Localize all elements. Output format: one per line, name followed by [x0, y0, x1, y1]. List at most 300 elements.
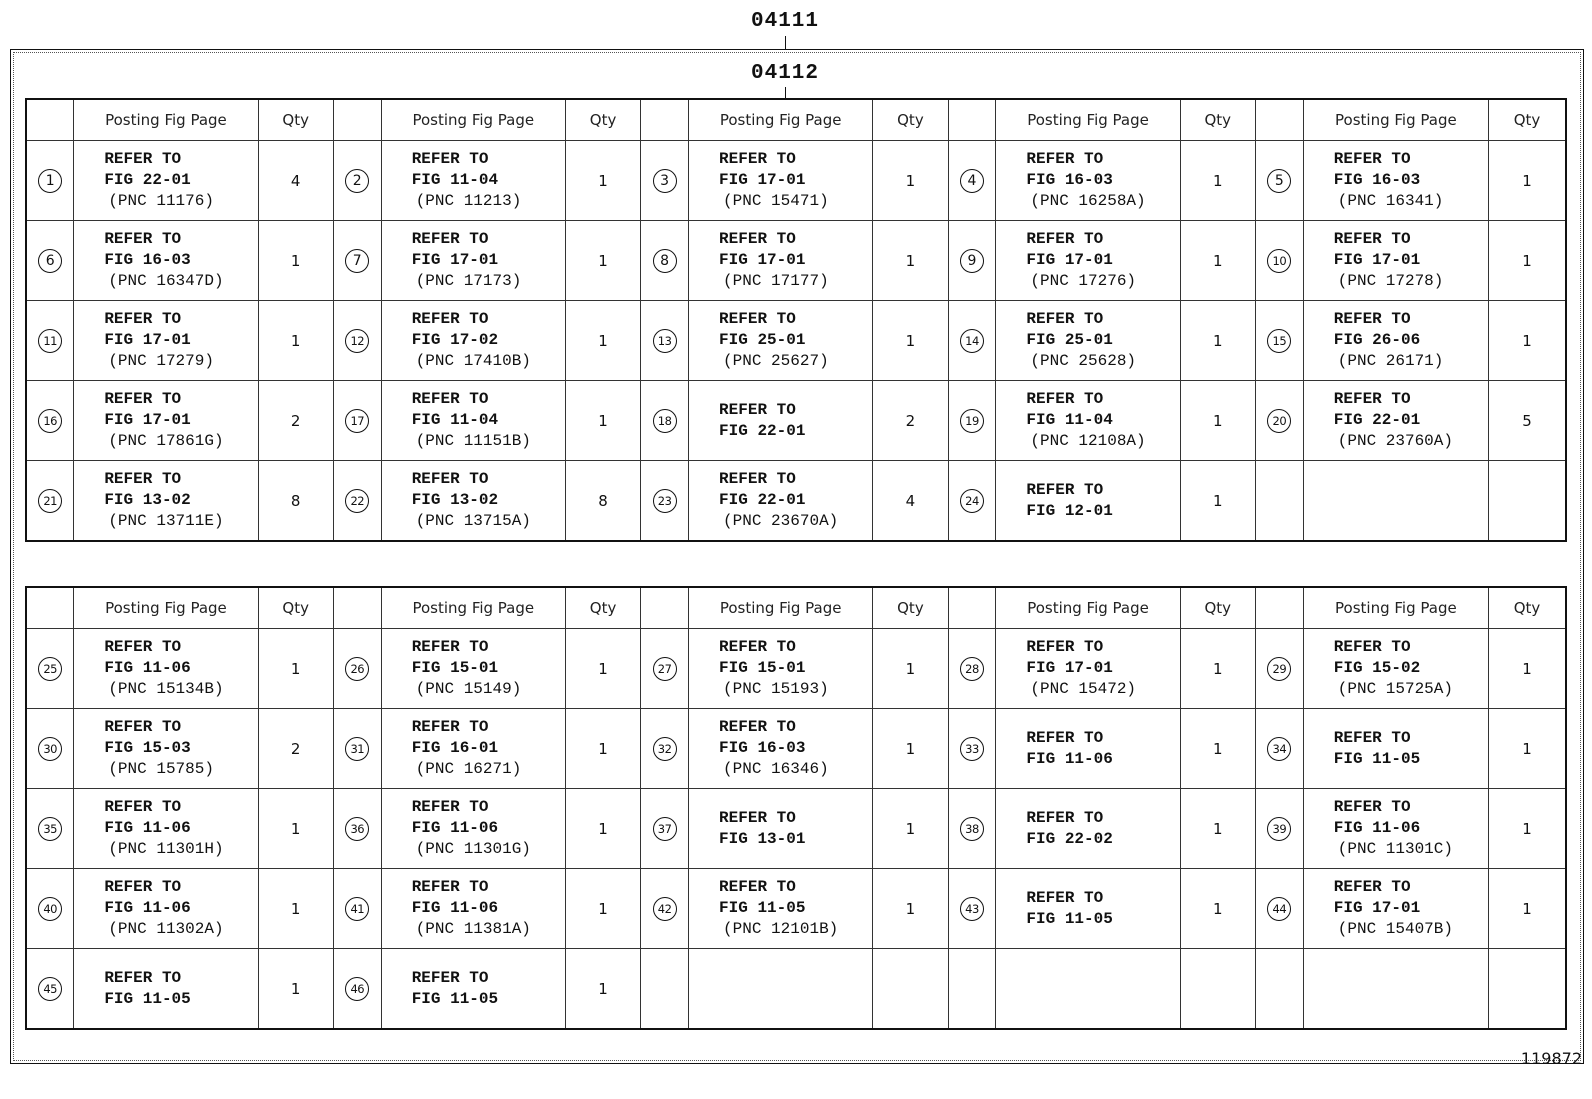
- item-number-circle: 34: [1267, 737, 1291, 761]
- posting-reference-cell: [74, 789, 258, 869]
- header-blank: [1255, 99, 1303, 141]
- fig-reference: FIG 15-01: [719, 659, 806, 677]
- item-number-circle: 27: [653, 657, 677, 681]
- item-number-cell: [948, 949, 996, 1030]
- item-number-circle: 32: [653, 737, 677, 761]
- posting-reference-cell: [1303, 381, 1488, 461]
- item-number-cell: [641, 709, 689, 789]
- fig-reference: FIG 17-01: [104, 411, 191, 429]
- item-number-cell: [26, 461, 74, 542]
- pnc-code: (PNC 16271): [415, 760, 522, 778]
- item-number-cell: [948, 629, 996, 709]
- item-number-cell: [333, 221, 381, 301]
- quantity-cell: 1: [873, 869, 948, 949]
- posting-reference-cell: [74, 221, 258, 301]
- item-number-circle: 9: [960, 249, 984, 273]
- item-number-circle: 43: [960, 897, 984, 921]
- item-number-circle: 42: [653, 897, 677, 921]
- header-posting-fig-page: Posting Fig Page: [689, 99, 873, 141]
- fig-reference: FIG 11-04: [411, 171, 499, 189]
- fig-reference: FIG 17-01: [104, 331, 191, 349]
- item-number-cell: [948, 709, 996, 789]
- item-number-circle: 45: [38, 977, 62, 1001]
- pnc-code: (PNC 11381A): [415, 920, 531, 938]
- posting-reference-cell: [996, 301, 1180, 381]
- table-header-row: [26, 587, 1566, 629]
- pnc-code: (PNC 17410B): [415, 352, 531, 370]
- quantity-cell: 1: [565, 869, 640, 949]
- pnc-code: (PNC 11301G): [415, 840, 531, 858]
- header-blank: [333, 99, 381, 141]
- fig-reference: FIG 22-01: [719, 491, 806, 509]
- item-number-cell: [1255, 709, 1303, 789]
- item-number-cell: [1255, 301, 1303, 381]
- posting-reference-cell: [1303, 869, 1488, 949]
- item-number-circle: 33: [960, 737, 984, 761]
- posting-reference-cell: [689, 141, 873, 221]
- quantity-cell: 1: [258, 949, 333, 1030]
- quantity-cell: 1: [258, 301, 333, 381]
- item-number-cell: [1255, 141, 1303, 221]
- quantity-cell: 1: [1180, 141, 1255, 221]
- posting-reference-cell: [1303, 301, 1488, 381]
- refer-label: REFER TO: [719, 808, 796, 827]
- header-posting-fig-page: Posting Fig Page: [74, 587, 258, 629]
- posting-reference-cell: [74, 709, 258, 789]
- quantity-cell: 1: [1489, 301, 1567, 381]
- posting-reference-cell: [689, 221, 873, 301]
- pnc-code: (PNC 11302A): [108, 920, 224, 938]
- fig-reference: FIG 13-02: [411, 491, 499, 509]
- item-number-cell: [641, 221, 689, 301]
- item-number-cell: [333, 869, 381, 949]
- item-number-cell: [333, 301, 381, 381]
- pnc-code: (PNC 17861G): [108, 432, 224, 450]
- item-number-cell: [333, 381, 381, 461]
- item-number-circle: 22: [345, 489, 369, 513]
- quantity-cell: 1: [1180, 629, 1255, 709]
- fig-reference: FIG 11-06: [1333, 819, 1421, 837]
- posting-reference-cell: [689, 949, 873, 1030]
- fig-reference: FIG 26-06: [1333, 331, 1421, 349]
- header-blank: [641, 99, 689, 141]
- refer-label: REFER TO: [719, 878, 796, 896]
- item-number-circle: 41: [345, 897, 369, 921]
- item-number-circle: 30: [38, 737, 62, 761]
- header-blank: [26, 99, 74, 141]
- refer-label: REFER TO: [719, 310, 796, 328]
- table-row: [26, 869, 1566, 949]
- fig-reference: FIG 17-01: [719, 171, 806, 189]
- refer-label: REFER TO: [411, 470, 489, 488]
- item-number-cell: [948, 789, 996, 869]
- refer-label: REFER TO: [104, 798, 182, 816]
- item-number-cell: [26, 789, 74, 869]
- refer-label: REFER TO: [1333, 638, 1411, 656]
- item-number-circle: 21: [38, 489, 62, 513]
- item-number-circle: 31: [345, 737, 369, 761]
- parts-table-1: [25, 98, 1567, 542]
- fig-reference: FIG 13-02: [104, 491, 191, 509]
- item-number-cell: [641, 789, 689, 869]
- pnc-code: (PNC 13715A): [415, 512, 531, 530]
- item-number-circle: 23: [653, 489, 677, 513]
- refer-label: REFER TO: [719, 638, 796, 656]
- posting-reference-cell: [381, 381, 565, 461]
- item-number-circle: 6: [38, 249, 62, 273]
- fig-reference: FIG 15-02: [1333, 659, 1421, 677]
- refer-label: REFER TO: [104, 390, 182, 408]
- item-number-circle: 46: [345, 977, 369, 1001]
- fig-reference: FIG 11-05: [1333, 749, 1421, 768]
- refer-label: REFER TO: [411, 718, 489, 736]
- refer-label: REFER TO: [104, 878, 182, 896]
- item-number-circle: 3: [653, 169, 677, 193]
- refer-label: REFER TO: [1333, 878, 1411, 896]
- quantity-cell: 1: [565, 709, 640, 789]
- fig-reference: FIG 25-01: [1026, 331, 1113, 349]
- pnc-code: (PNC 16258A): [1030, 192, 1146, 210]
- item-number-cell: [641, 301, 689, 381]
- fig-reference: FIG 22-01: [719, 421, 806, 440]
- item-number-circle: 15: [1267, 329, 1291, 353]
- pnc-code: (PNC 17279): [108, 352, 214, 370]
- item-number-circle: 4: [960, 169, 984, 193]
- item-number-circle: 8: [653, 249, 677, 273]
- fig-reference: FIG 11-06: [1026, 749, 1113, 768]
- quantity-cell: 5: [1489, 381, 1567, 461]
- item-number-circle: 25: [38, 657, 62, 681]
- item-number-circle: 7: [345, 249, 369, 273]
- quantity-cell: 1: [1489, 709, 1567, 789]
- quantity-cell: 1: [1180, 381, 1255, 461]
- item-number-circle: 17: [345, 409, 369, 433]
- quantity-cell: 2: [258, 381, 333, 461]
- header-posting-fig-page: Posting Fig Page: [381, 99, 565, 141]
- fig-reference: FIG 22-01: [104, 171, 191, 189]
- pnc-code: (PNC 26171): [1337, 352, 1444, 370]
- table-header-row: [26, 99, 1566, 141]
- item-number-cell: [26, 629, 74, 709]
- header-posting-fig-page: Posting Fig Page: [381, 587, 565, 629]
- item-number-cell: [948, 221, 996, 301]
- posting-reference-cell: [74, 461, 258, 542]
- posting-reference-cell: [381, 141, 565, 221]
- posting-reference-cell: [74, 869, 258, 949]
- fig-reference: FIG 11-06: [104, 899, 191, 917]
- refer-label: REFER TO: [1333, 728, 1411, 747]
- header-blank: [641, 587, 689, 629]
- quantity-cell: 1: [565, 629, 640, 709]
- fig-reference: FIG 11-06: [104, 819, 191, 837]
- table-row: [26, 381, 1566, 461]
- fig-reference: FIG 15-01: [411, 659, 499, 677]
- posting-reference-cell: [381, 869, 565, 949]
- refer-label: REFER TO: [104, 718, 182, 736]
- item-number-circle: 16: [38, 409, 62, 433]
- item-number-cell: [641, 461, 689, 542]
- quantity-cell: 1: [565, 789, 640, 869]
- quantity-cell: 1: [1489, 629, 1567, 709]
- item-number-cell: [948, 381, 996, 461]
- quantity-cell: 1: [565, 381, 640, 461]
- posting-reference-cell: [1303, 789, 1488, 869]
- refer-label: REFER TO: [104, 150, 182, 168]
- item-number-cell: [333, 629, 381, 709]
- item-number-cell: [1255, 629, 1303, 709]
- pnc-code: (PNC 12108A): [1030, 432, 1146, 450]
- item-number-circle: 1: [38, 169, 62, 193]
- posting-reference-cell: [74, 301, 258, 381]
- item-number-circle: 5: [1267, 169, 1291, 193]
- posting-reference-cell: [74, 949, 258, 1030]
- pnc-code: (PNC 13711E): [108, 512, 224, 530]
- refer-label: REFER TO: [104, 310, 182, 328]
- posting-reference-cell: [689, 301, 873, 381]
- quantity-cell: [873, 949, 948, 1030]
- header-qty: Qty: [258, 99, 333, 141]
- refer-label: REFER TO: [1026, 728, 1104, 747]
- quantity-cell: 1: [1489, 869, 1567, 949]
- refer-label: REFER TO: [1026, 888, 1104, 907]
- item-number-circle: 19: [960, 409, 984, 433]
- quantity-cell: 1: [258, 221, 333, 301]
- header-qty: Qty: [873, 587, 948, 629]
- posting-reference-cell: [74, 141, 258, 221]
- fig-reference: FIG 16-01: [411, 739, 499, 757]
- fig-reference: FIG 17-01: [719, 251, 806, 269]
- table-row: [26, 949, 1566, 1030]
- item-number-cell: [948, 869, 996, 949]
- table-row: [26, 301, 1566, 381]
- header-qty: Qty: [258, 587, 333, 629]
- posting-reference-cell: [996, 869, 1180, 949]
- posting-reference-cell: [1303, 949, 1488, 1030]
- quantity-cell: 4: [258, 141, 333, 221]
- fig-reference: FIG 12-01: [1026, 501, 1113, 520]
- pnc-code: (PNC 15471): [723, 192, 829, 210]
- fig-reference: FIG 16-03: [104, 251, 191, 269]
- refer-label: REFER TO: [1333, 150, 1411, 168]
- pnc-code: (PNC 17177): [723, 272, 829, 290]
- item-number-circle: 37: [653, 817, 677, 841]
- quantity-cell: 1: [258, 789, 333, 869]
- posting-reference-cell: [74, 629, 258, 709]
- pnc-code: (PNC 11213): [415, 192, 522, 210]
- refer-label: REFER TO: [719, 718, 796, 736]
- item-number-cell: [333, 949, 381, 1030]
- pnc-code: (PNC 25627): [723, 352, 829, 370]
- pnc-code: (PNC 15149): [415, 680, 522, 698]
- quantity-cell: 1: [873, 221, 948, 301]
- quantity-cell: 1: [565, 301, 640, 381]
- pnc-code: (PNC 17278): [1337, 272, 1444, 290]
- fig-reference: FIG 11-04: [411, 411, 499, 429]
- header-qty: Qty: [565, 587, 640, 629]
- header-blank: [948, 587, 996, 629]
- item-number-circle: 11: [38, 329, 62, 353]
- refer-label: REFER TO: [104, 638, 182, 656]
- pnc-code: (PNC 16341): [1337, 192, 1444, 210]
- item-number-circle: 38: [960, 817, 984, 841]
- refer-label: REFER TO: [1026, 310, 1104, 328]
- header-qty: Qty: [1180, 587, 1255, 629]
- quantity-cell: 1: [1180, 869, 1255, 949]
- header-blank: [333, 587, 381, 629]
- item-number-circle: 28: [960, 657, 984, 681]
- quantity-cell: 1: [873, 301, 948, 381]
- quantity-cell: 8: [258, 461, 333, 542]
- header-posting-fig-page: Posting Fig Page: [74, 99, 258, 141]
- header-posting-fig-page: Posting Fig Page: [996, 99, 1180, 141]
- fig-reference: FIG 16-03: [719, 739, 806, 757]
- quantity-cell: 1: [258, 869, 333, 949]
- item-number-circle: 39: [1267, 817, 1291, 841]
- item-number-cell: [641, 141, 689, 221]
- header-blank: [26, 587, 74, 629]
- posting-reference-cell: [381, 301, 565, 381]
- refer-label: REFER TO: [1026, 150, 1104, 168]
- item-number-circle: 13: [653, 329, 677, 353]
- item-number-cell: [641, 381, 689, 461]
- refer-label: REFER TO: [411, 798, 489, 816]
- posting-reference-cell: [689, 381, 873, 461]
- header-qty: Qty: [1489, 587, 1567, 629]
- posting-reference-cell: [1303, 461, 1488, 542]
- refer-label: REFER TO: [1333, 310, 1411, 328]
- posting-reference-cell: [381, 789, 565, 869]
- posting-reference-cell: [996, 461, 1180, 542]
- refer-label: REFER TO: [1333, 798, 1411, 816]
- fig-reference: FIG 17-01: [1333, 899, 1421, 917]
- item-number-cell: [1255, 789, 1303, 869]
- table-row: [26, 141, 1566, 221]
- pnc-code: (PNC 16347D): [108, 272, 224, 290]
- item-number-cell: [26, 869, 74, 949]
- pnc-code: (PNC 15407B): [1337, 920, 1453, 938]
- item-number-cell: [1255, 869, 1303, 949]
- quantity-cell: [1180, 949, 1255, 1030]
- posting-reference-cell: [996, 949, 1180, 1030]
- quantity-cell: 1: [873, 789, 948, 869]
- pnc-code: (PNC 15725A): [1337, 680, 1453, 698]
- outer-code-leader: [785, 36, 786, 49]
- table-row: [26, 461, 1566, 542]
- posting-reference-cell: [381, 461, 565, 542]
- refer-label: REFER TO: [1026, 480, 1104, 499]
- quantity-cell: 1: [1489, 221, 1567, 301]
- posting-reference-cell: [689, 629, 873, 709]
- refer-label: REFER TO: [411, 230, 489, 248]
- quantity-cell: [1489, 461, 1567, 542]
- quantity-cell: 1: [873, 629, 948, 709]
- refer-label: REFER TO: [719, 400, 796, 419]
- pnc-code: (PNC 15134B): [108, 680, 224, 698]
- item-number-circle: 26: [345, 657, 369, 681]
- item-number-circle: 24: [960, 489, 984, 513]
- quantity-cell: 1: [565, 221, 640, 301]
- fig-reference: FIG 11-06: [411, 819, 499, 837]
- pnc-code: (PNC 12101B): [723, 920, 839, 938]
- item-number-circle: 29: [1267, 657, 1291, 681]
- posting-reference-cell: [381, 629, 565, 709]
- posting-reference-cell: [689, 869, 873, 949]
- fig-reference: FIG 25-01: [719, 331, 806, 349]
- item-number-cell: [333, 141, 381, 221]
- pnc-code: (PNC 11301H): [108, 840, 224, 858]
- refer-label: REFER TO: [719, 230, 796, 248]
- pnc-code: (PNC 23670A): [723, 512, 839, 530]
- pnc-code: (PNC 16346): [723, 760, 829, 778]
- quantity-cell: 1: [1180, 789, 1255, 869]
- header-blank: [948, 99, 996, 141]
- refer-label: REFER TO: [104, 968, 182, 987]
- fig-reference: FIG 11-05: [1026, 909, 1113, 928]
- quantity-cell: 4: [873, 461, 948, 542]
- quantity-cell: 1: [258, 629, 333, 709]
- fig-reference: FIG 22-02: [1026, 829, 1113, 848]
- item-number-cell: [641, 629, 689, 709]
- posting-reference-cell: [1303, 221, 1488, 301]
- refer-label: REFER TO: [104, 230, 182, 248]
- pnc-code: (PNC 15785): [108, 760, 214, 778]
- table-row: [26, 629, 1566, 709]
- posting-reference-cell: [689, 789, 873, 869]
- quantity-cell: 1: [1180, 221, 1255, 301]
- posting-reference-cell: [996, 629, 1180, 709]
- header-posting-fig-page: Posting Fig Page: [996, 587, 1180, 629]
- quantity-cell: [1489, 949, 1567, 1030]
- quantity-cell: 1: [565, 949, 640, 1030]
- header-qty: Qty: [1489, 99, 1567, 141]
- fig-reference: FIG 11-06: [104, 659, 191, 677]
- refer-label: REFER TO: [1333, 390, 1411, 408]
- posting-reference-cell: [996, 709, 1180, 789]
- fig-reference: FIG 11-05: [719, 899, 806, 917]
- refer-label: REFER TO: [1026, 638, 1104, 656]
- item-number-cell: [333, 461, 381, 542]
- fig-reference: FIG 16-03: [1333, 171, 1421, 189]
- pnc-code: (PNC 11301C): [1337, 840, 1453, 858]
- outer-assembly-code: 04111: [750, 10, 820, 33]
- item-number-cell: [333, 709, 381, 789]
- posting-reference-cell: [689, 461, 873, 542]
- quantity-cell: 1: [1489, 141, 1567, 221]
- fig-reference: FIG 17-01: [411, 251, 499, 269]
- fig-reference: FIG 11-06: [411, 899, 499, 917]
- header-blank: [1255, 587, 1303, 629]
- fig-reference: FIG 13-01: [719, 829, 806, 848]
- refer-label: REFER TO: [719, 470, 796, 488]
- item-number-cell: [26, 301, 74, 381]
- fig-reference: FIG 17-01: [1026, 659, 1113, 677]
- posting-reference-cell: [1303, 709, 1488, 789]
- pnc-code: (PNC 17276): [1030, 272, 1137, 290]
- item-number-cell: [1255, 461, 1303, 542]
- posting-reference-cell: [996, 141, 1180, 221]
- item-number-cell: [26, 709, 74, 789]
- item-number-circle: 10: [1267, 249, 1291, 273]
- item-number-circle: 35: [38, 817, 62, 841]
- posting-reference-cell: [996, 789, 1180, 869]
- quantity-cell: 1: [1180, 301, 1255, 381]
- item-number-cell: [333, 789, 381, 869]
- refer-label: REFER TO: [719, 150, 796, 168]
- item-number-circle: 14: [960, 329, 984, 353]
- item-number-cell: [948, 141, 996, 221]
- item-number-circle: 36: [345, 817, 369, 841]
- pnc-code: (PNC 11176): [108, 192, 214, 210]
